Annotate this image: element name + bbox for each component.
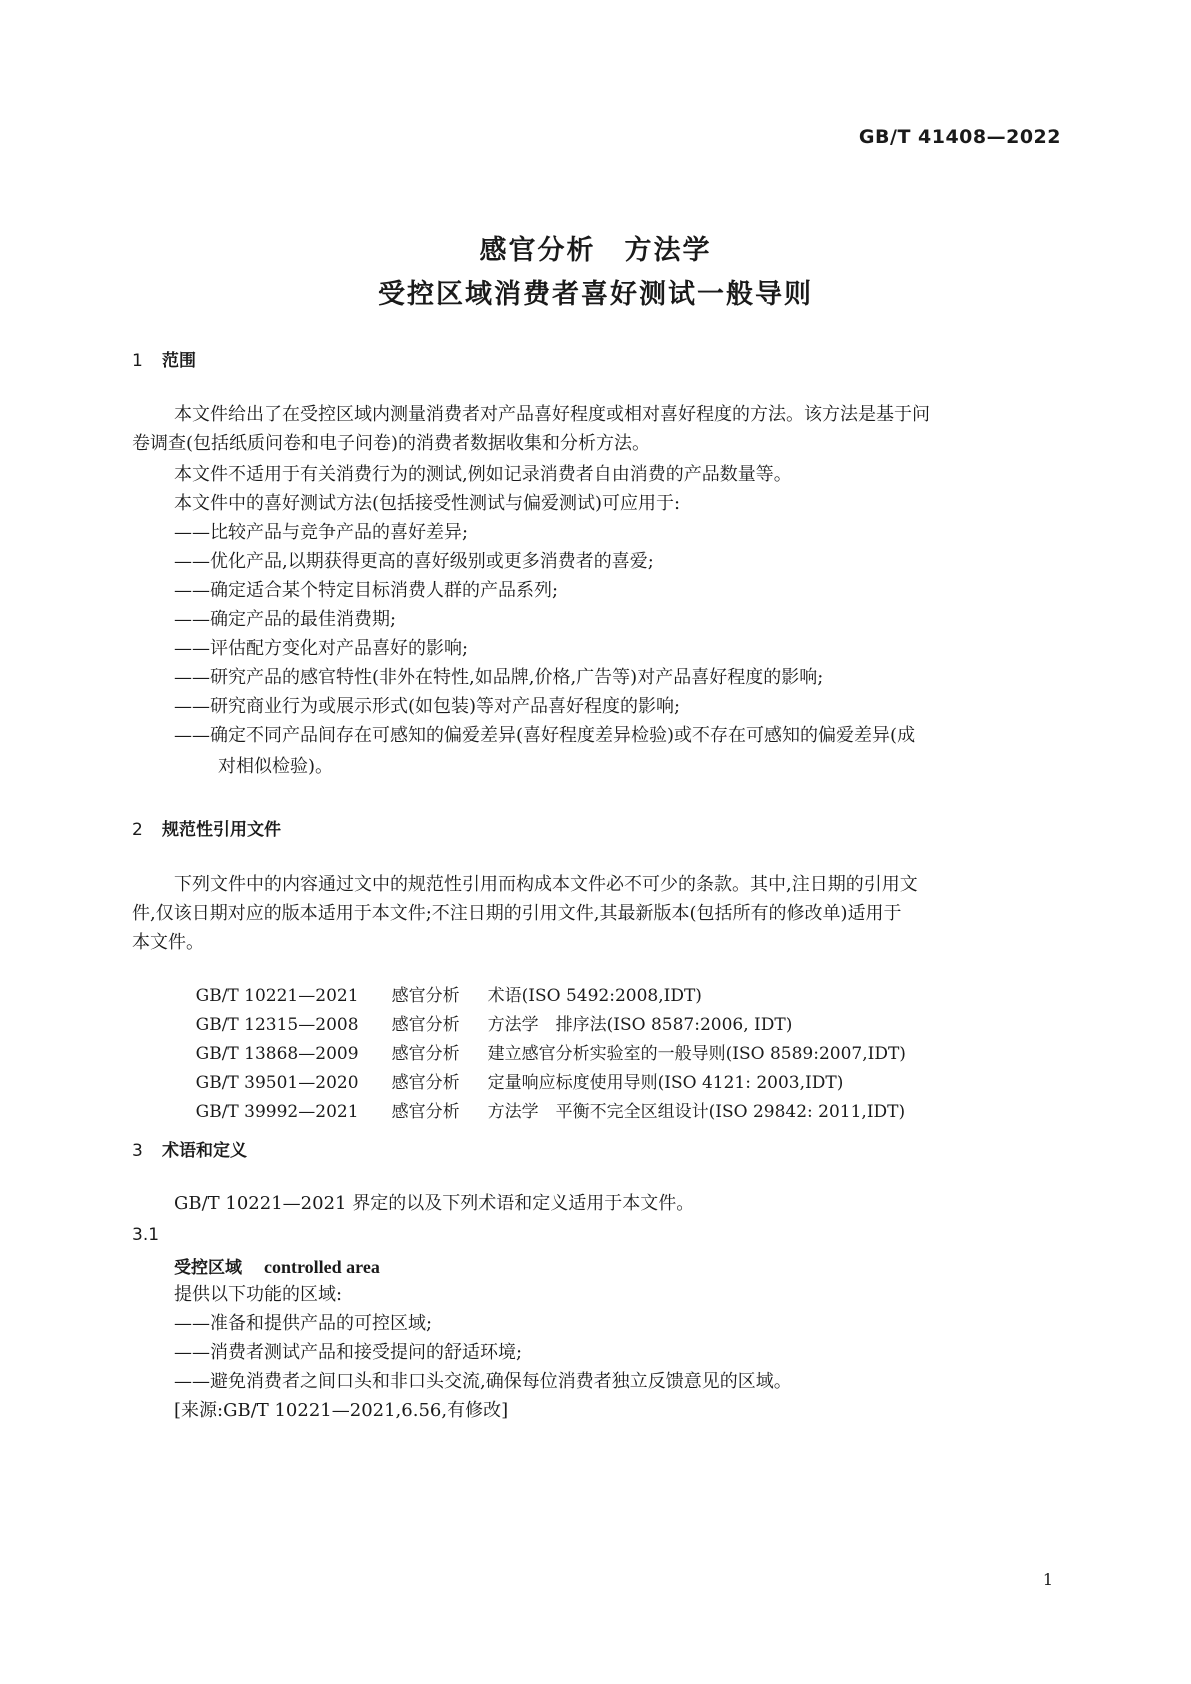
reference-category: 感官分析 xyxy=(391,1015,460,1035)
reference-code: GB/T 12315—2008 xyxy=(195,1015,359,1035)
reference-code: GB/T 10221—2021 xyxy=(195,986,359,1006)
title-line-1: 感官分析 方法学 xyxy=(479,235,712,266)
section-number: 1 xyxy=(132,351,143,371)
scope-paragraph-3: 本文件中的喜好测试方法(包括接受性测试与偏爱测试)可应用于: xyxy=(174,493,681,514)
reference-category: 感官分析 xyxy=(391,986,460,1006)
page-number: 1 xyxy=(1042,1570,1053,1589)
list-item: ——研究产品的感官特性(非外在特性,如品牌,价格,广告等)对产品喜好程度的影响; xyxy=(174,667,824,688)
term-name-en: controlled area xyxy=(264,1257,380,1277)
section-title: 术语和定义 xyxy=(162,1141,247,1161)
section-number: 2 xyxy=(132,820,143,840)
reference-title: 术语(ISO 5492:2008,IDT) xyxy=(487,986,702,1006)
list-item: ——避免消费者之间口头和非口头交流,确保每位消费者独立反馈意见的区域。 xyxy=(174,1371,792,1392)
scope-paragraph-2: 本文件不适用于有关消费行为的测试,例如记录消费者自由消费的产品数量等。 xyxy=(174,464,792,485)
term-name xyxy=(174,1253,380,1278)
list-item: ——消费者测试产品和接受提问的舒适环境; xyxy=(174,1342,523,1363)
term-name-zh: 受控区域 xyxy=(174,1258,242,1278)
scope-paragraph-1-line-2: 卷调查(包括纸质问卷和电子问卷)的消费者数据收集和分析方法。 xyxy=(132,433,651,454)
list-item: ——准备和提供产品的可控区域; xyxy=(174,1313,433,1334)
section-title: 规范性引用文件 xyxy=(162,820,281,840)
reference-category: 感官分析 xyxy=(391,1102,460,1122)
reference-code: GB/T 39501—2020 xyxy=(195,1073,359,1093)
normative-paragraph-line-1: 下列文件中的内容通过文中的规范性引用而构成本文件必不可少的条款。其中,注日期的引用文 xyxy=(174,874,918,895)
normative-paragraph-line-3: 本文件。 xyxy=(132,932,204,953)
list-item: ——确定适合某个特定目标消费人群的产品系列; xyxy=(174,580,559,601)
reference-category: 感官分析 xyxy=(391,1073,460,1093)
terms-intro: GB/T 10221—2021 界定的以及下列术语和定义适用于本文件。 xyxy=(174,1193,695,1214)
standard-code: GB/T 41408—2022 xyxy=(858,126,1061,148)
reference-title: 定量响应标度使用导则(ISO 4121: 2003,IDT) xyxy=(487,1073,844,1093)
reference-code: GB/T 39992—2021 xyxy=(195,1102,359,1122)
list-item: ——确定产品的最佳消费期; xyxy=(174,609,397,630)
section-3-heading xyxy=(132,1136,247,1161)
list-item: ——研究商业行为或展示形式(如包装)等对产品喜好程度的影响; xyxy=(174,696,681,717)
reference-title: 方法学 排序法(ISO 8587:2006, IDT) xyxy=(487,1015,793,1035)
term-definition: 提供以下功能的区域: xyxy=(174,1284,343,1305)
list-item-continuation: 对相似检验)。 xyxy=(218,756,334,777)
normative-paragraph-line-2: 件,仅该日期对应的版本适用于本文件;不注日期的引用文件,其最新版本(包括所有的修改单)适用于 xyxy=(132,903,902,924)
list-item: ——优化产品,以期获得更高的喜好级别或更多消费者的喜爱; xyxy=(174,551,654,572)
title-line-2: 受控区域消费者喜好测试一般导则 xyxy=(378,279,813,310)
scope-paragraph-1-line-1: 本文件给出了在受控区域内测量消费者对产品喜好程度或相对喜好程度的方法。该方法是基于问 xyxy=(174,404,930,425)
list-item-last-line-1: ——确定不同产品间存在可感知的偏爱差异(喜好程度差异检验)或不存在可感知的偏爱差异(成 xyxy=(174,725,916,746)
list-item: ——评估配方变化对产品喜好的影响; xyxy=(174,638,469,659)
reference-title: 方法学 平衡不完全区组设计(ISO 29842: 2011,IDT) xyxy=(487,1102,906,1122)
reference-code: GB/T 13868—2009 xyxy=(195,1044,359,1064)
reference-title: 建立感官分析实验室的一般导则(ISO 8589:2007,IDT) xyxy=(487,1044,906,1064)
list-item: ——比较产品与竞争产品的喜好差异; xyxy=(174,522,469,543)
reference-category: 感官分析 xyxy=(391,1044,460,1064)
section-1-heading xyxy=(132,346,196,371)
list-item-last-line-2 xyxy=(174,752,1060,781)
section-title: 范围 xyxy=(162,351,196,371)
term-number: 3.1 xyxy=(132,1225,160,1245)
term-source-note: [来源:GB/T 10221—2021,6.56,有修改] xyxy=(174,1400,509,1421)
section-2-heading xyxy=(132,815,281,840)
section-number: 3 xyxy=(132,1141,143,1161)
reference-row xyxy=(174,1077,905,1142)
